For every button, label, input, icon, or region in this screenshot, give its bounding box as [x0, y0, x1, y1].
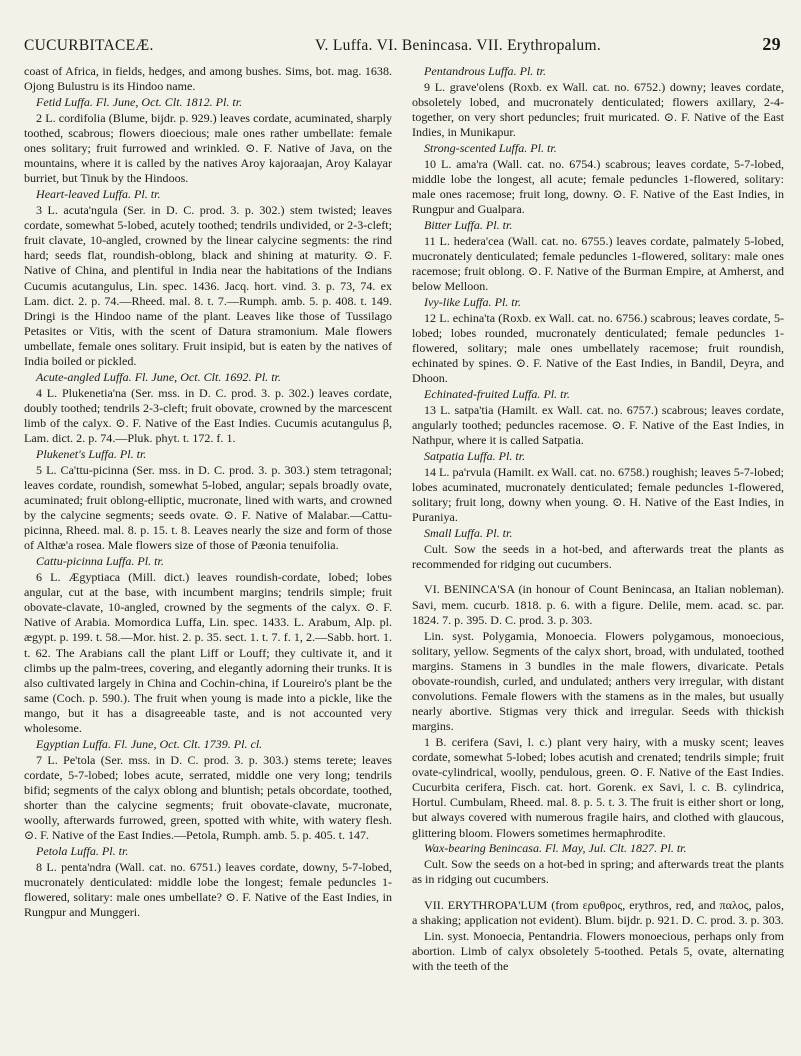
species-entry: 11 L. hedera'cea (Wall. cat. no. 6755.) leaves cordate, palmately 5-lobed, mucronately denticulated; female peduncles 1-flowered, solitary: male ones racemose; fruit oblong. ⊙. F. Native of the Burman Empire, at Amherst, and below Melloon. [412, 234, 784, 294]
species-entry: 7 L. Pe'tola (Ser. mss. in D. C. prod. 3. p. 303.) stems terete; leaves cordate, 5-7-lobed; lobes acute, serrated, middle one very long; tendrils bifid; segments of the calyx oblong and bluntish; petals obcordate, toothed, shorter than the calycine segments; fruit obovate-clavate, mucronate, woolly, afterwards furrowed, green, spotted with white, with watery flesh. ⊙. F. Native of the East Indies.—Petola, Rumph. amb. 5. p. 405. t. 147. [24, 752, 392, 843]
paragraph: coast of Africa, in fields, hedges, and among bushes. Sims, bot. mag. 1638. Ojong Bulustru is its Hindoo name. [24, 64, 392, 94]
species-entry: 14 L. pa'rvula (Hamilt. ex Wall. cat. no. 6758.) roughish; leaves 5-7-lobed; lobes acuminated, mucronately denticulated; female peduncles 1-flowered, solitary; fruit long, downy when young. ⊙. H. Native of the East Indies, in Puraniya. [412, 465, 784, 525]
common-name: Wax-bearing Benincasa. Fl. May, Jul. Clt. 1827. Pl. tr. [424, 841, 687, 856]
common-name: Cattu-picinna Luffa. Pl. tr. [36, 554, 164, 569]
common-name: Bitter Luffa. Pl. tr. [424, 218, 513, 233]
cultivation-note: Cult. Sow the seeds on a hot-bed in spring; and afterwards treat the plants as in ridging out cucumbers. [412, 857, 784, 887]
species-entry: 13 L. satpa'tia (Hamilt. ex Wall. cat. no. 6757.) scabrous; leaves cordate, angularly toothed; peduncles racemose. ⊙. F. Native of the East Indies, in Nathpur, where it is called Satpatia. [412, 403, 784, 448]
common-name: Small Luffa. Pl. tr. [424, 526, 513, 541]
species-entry: 10 L. ama'ra (Wall. cat. no. 6754.) scabrous; leaves cordate, 5-7-lobed, middle lobe the longest, all acute; female peduncles 1-flowered, solitary: male ones racemose; fruit long, downy. ⊙. F. Native of the East Indies, in Rungpur and Gualpara. [412, 156, 784, 217]
species-entry: 5 L. Ca'ttu-picinna (Ser. mss. in D. C. prod. 3. p. 303.) stem tetragonal; leaves cordate, roundish, somewhat 5-lobed, angular; sepals broadly ovate, acuminated; fruit oblong-elliptic, mucronate, lined with warts, and crowned by the calycine segments; seeds ovate. ⊙. F. Native of Malabar.—Cattu-picinna, Rheed. mal. 8. p. 15. t. 8. Leaves nearly the size and form of those of Althæ'a rosea. Male flowers size of those of Pæonia tenuifolia. [24, 462, 392, 553]
common-name: Egyptian Luffa. Fl. June, Oct. Clt. 1739. Pl. cl. [36, 736, 263, 751]
species-entry: 3 L. acuta'ngula (Ser. in D. C. prod. 3. p. 302.) stem twisted; leaves cordate, somewhat 5-lobed, acutely toothed; tendrils undivided, or 2-3-cleft; fruit clavate, 10-angled, crowned by the linear calycine segments: the rind hard; seeds flat, roundish-oblong, black and shining at maturity. ⊙. F. Native of China, and plentiful in India near the habitations of the Indians Cucumis acutangulus, Lin. spec. 1436. Jacq. hort. vind. 3. p. 73, 74. ex Lam. dict. 2. p. 74.—Rheed. mal. 8. t. 7.—Rumph. amb. 5. p. 408. t. 149. Dringi is the Hindoo name of the plant. Leaves like those of Tussilago Petasites or Vitis, with the scent of Datura stramonium. Male flowers umbellate, female ones solitary. Fruit insipid, but is eaten by the natives of India boiled or pickled. [24, 203, 392, 368]
cultivation-note: Cult. Sow the seeds in a hot-bed, and afterwards treat the plants as recommended for ridging out cucumbers. [412, 542, 784, 572]
species-entry: 2 L. cordifolia (Blume, bijdr. p. 929.) leaves cordate, acuminated, sharply toothed, scabrous; flowers dioecious; male ones rather umbellate: female ones solitary; fruit furrowed and wrinkled. ⊙. F. Native of Java, on the mountains, where it is called by the natives Aroy kajoraajan, Aroy Kalayar burriet, but Tinuk by the Hindoos. [24, 110, 392, 186]
genus-heading-erythropalum: VII. ERYTHROPA'LUM (from ερυθρος, erythros, red, and παλος, palos, a shaking; application not evident). Blum. bijdr. p. 921. D. C. prod. 3. p. 303. [412, 897, 784, 927]
header-genera: V. Luffa. VI. Benincasa. VII. Erythropalum. [315, 37, 602, 54]
genus-description: Lin. syst. Polygamia, Monoecia. Flowers polygamous, monoecious, solitary, yellow. Segments of the calyx short, broad, with undulated, toothed margins. Stamens in 3 bundles in the male flowers, divaricate. Petals obovate-roundish, curled, and undulated; anthers very irregular, with distant convolutions. Female flowers with the stamens as in the males, but usually nearly abortive. Stigmas very thick and irregular. Seeds with thickish margins. [412, 628, 784, 734]
species-entry: 4 L. Plukenetia'na (Ser. mss. in D. C. prod. 3. p. 302.) leaves cordate, doubly toothed; tendrils 2-3-cleft; fruit obovate, crowned by the marcescent limb of the calyx. ⊙. F. Native of the East Indies. Cucumis acutangulus β, Lam. dict. 2. p. 74.—Pluk. phyt. t. 172. f. 1. [24, 385, 392, 446]
page-number: 29 [762, 34, 781, 54]
header-family: CUCURBITACEÆ. [24, 37, 154, 54]
common-name: Pentandrous Luffa. Pl. tr. [424, 64, 547, 78]
right-column [412, 64, 784, 975]
common-name: Petola Luffa. Pl. tr. [36, 844, 129, 859]
common-name: Plukenet's Luffa. Pl. tr. [36, 446, 147, 461]
common-name: Ivy-like Luffa. Pl. tr. [424, 295, 522, 310]
genus-heading-benincasa: VI. BENINCA'SA (in honour of Count Benincasa, an Italian nobleman). Savi, mem. cucurb. 1818. p. 6. with a figure. Delile, mem. acad. sc. par. 1824. 7. p. 395. D. C. prod. 3. p. 303. [412, 582, 784, 627]
common-name: Satpatia Luffa. Pl. tr. [424, 449, 526, 464]
species-entry: 1 B. cerifera (Savi, l. c.) plant very hairy, with a musky scent; leaves cordate, somewhat 5-lobed; lobes acutish and crenated; tendrils simple; fruit ovate-cylindrical, woolly, pendulous, green. ⊙. F. Native of the East Indies. Cucurbita cerifera, Fisch. cat. hort. Gorenk. ex Savi, l. c. B. cylindrica, Hortul. Cumbulam, Rheed. mal. 8. p. 5. t. 3. The fruit is either short or long, but always covered with numerous fragile hairs, and clothed with glaucous, glittering bloom. Flowers sometimes hermaphrodite. [412, 734, 784, 840]
running-header [24, 34, 781, 54]
left-column [24, 64, 392, 921]
species-entry: 6 L. Ægyptiaca (Mill. dict.) leaves roundish-cordate, lobed; lobes angular, cut at the base, with incumbent margins; tendrils simple; fruit obovate-clavate, 10-angled, crowned by the segments of the calyx. ⊙. F. Native of Arabia. Momordica Luffa, Lin. spec. 1433. L. Arabum, Alp. pl. ægypt. p. 199. t. 58.—Mor. hist. 2. p. 35. sect. 1. t. 7. f. 1, 2.—Sabb. hort. 1. t. 62. The Arabians call the plant Liff or Louff; they cultivate it, and it climbs up the palm-trees, covering, and elegantly adorning their trunks. It is also cultivated largely in China and Cochin-china, if Loureiro's plant be the same (Coch. p. 590.). The fruit when young is made into a pickle, like the mango, but it has a disagreeable taste, and is not accounted very wholesome. [24, 570, 392, 735]
common-name: Echinated-fruited Luffa. Pl. tr. [424, 387, 570, 402]
species-entry: 9 L. grave'olens (Roxb. ex Wall. cat. no. 6752.) downy; leaves cordate, obsoletely lobed, and mucronately denticulated; flowers axillary, 2-4-together, on very short peduncles; fruit muricated. ⊙. F. Native of the East Indies, in Munikapur. [412, 79, 784, 140]
genus-description: Lin. syst. Monoecia, Pentandria. Flowers monoecious, perhaps only from abortion. Limb of calyx obsoletely 5-toothed. Petals 5, ovate, alternating with the teeth of the [412, 928, 784, 973]
species-entry: 12 L. echina'ta (Roxb. ex Wall. cat. no. 6756.) scabrous; leaves cordate, 5-lobed; lobes rounded, mucronately denticulated; female peduncles 1-flowered, solitary; male ones umbellately racemose; fruit roundish, echinated by spines. ⊙. F. Native of the East Indies, in Bandil, Deyra, and Dhoon. [412, 311, 784, 386]
common-name: Heart-leaved Luffa. Pl. tr. [36, 187, 161, 202]
common-name: Strong-scented Luffa. Pl. tr. [424, 141, 557, 156]
common-name: Fetid Luffa. Fl. June, Oct. Clt. 1812. Pl. tr. [36, 94, 243, 109]
species-entry: 8 L. penta'ndra (Wall. cat. no. 6751.) leaves cordate, downy, 5-7-lobed, mucronately denticulated: middle lobe the longest; female peduncles 1-flowered, solitary: male ones umbellate? ⊙. F. Native of the East Indies, in Rungpur and Munggeri. [24, 860, 392, 920]
common-name: Acute-angled Luffa. Fl. June, Oct. Clt. 1692. Pl. tr. [36, 369, 281, 384]
